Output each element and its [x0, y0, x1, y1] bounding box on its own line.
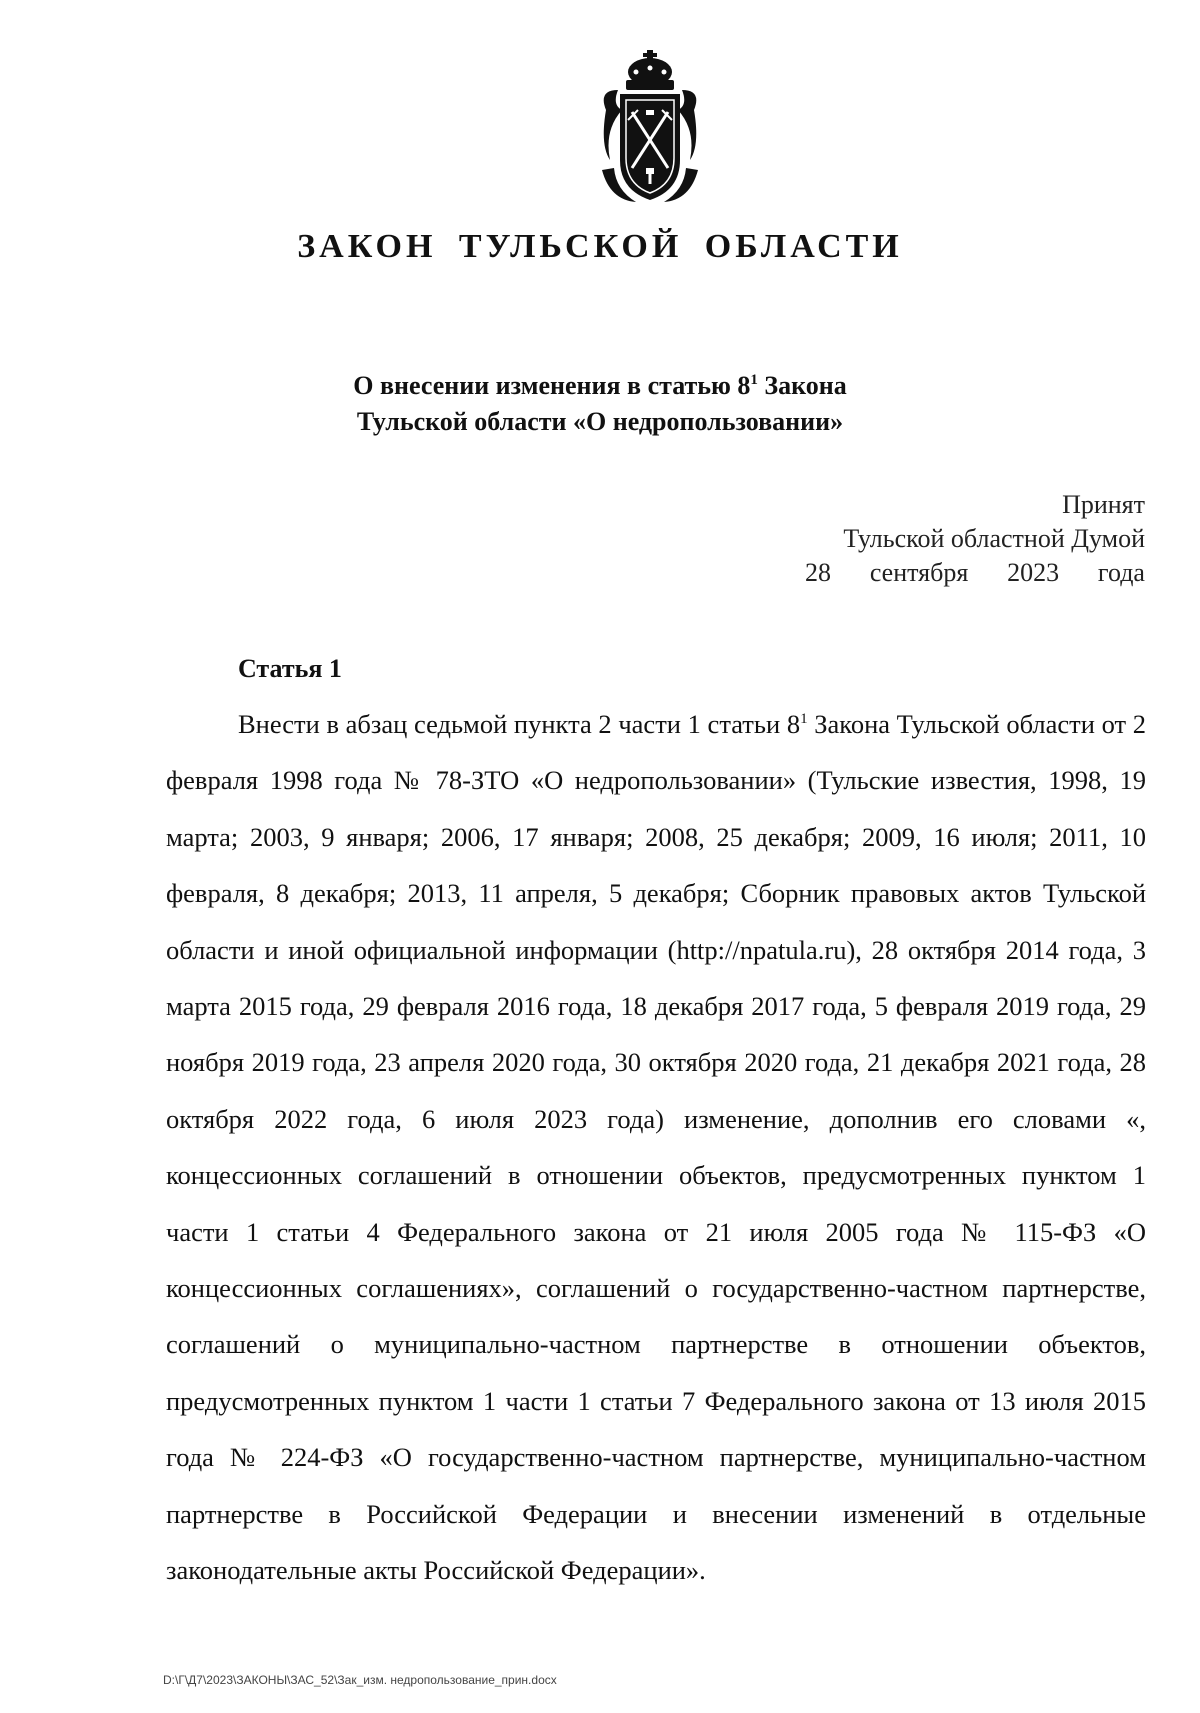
- article-heading: Статья 1: [238, 654, 342, 683]
- adopted-by: Тульской областной Думой: [843, 524, 1145, 553]
- law-subject-line-2: Тульской области «О недропользовании»: [356, 407, 844, 436]
- adoption-year-suffix: года: [1097, 558, 1145, 587]
- adoption-year: 2023: [1007, 558, 1060, 587]
- adoption-month: сентября: [869, 558, 969, 587]
- law-subject-line-1: [0, 368, 1200, 404]
- adoption-day: 28: [805, 558, 831, 587]
- law-title: ЗАКОН ТУЛЬСКОЙ ОБЛАСТИ: [297, 228, 903, 265]
- article-text-part-2: Закона Тульской области от 2 февраля 1998 года № 78-ЗТО «О недропользовании» (Тульские известия, 1998, 19 марта; 2003, 9 января; 2006, 17 января; 2008, 25 декабря; 2009, 16 июля; 2011, 10 февраля, 8 декабря; 2013, 11 апреля, 5 декабря; Сборник правовых актов Тульской области и иной официальной информации (http://npatula.ru), 28 октября 2014 года, 3 марта 2015 года, 29 февраля 2016 года, 18 декабря 2017 года, 5 февраля 2019 года, 29 ноября 2019 года, 23 апреля 2020 года, 30 октября 2020 года, 21 декабря 2021 года, 28 октября 2022 года, 6 июля 2023 года) изменение, дополнив его словами «, концессионных соглашений в отношении объектов, предусмотренных пунктом 1 части 1 статьи 4 Федерального закона от 21 июля 2005 года № 115-ФЗ «О концессионных соглашениях», соглашений о государственно-частном партнерстве, соглашений о муниципально-частном партнерстве в отношении объектов, предусмотренных пунктом 1 части 1 статьи 7 Федерального закона от 13 июля 2015 года № 224-ФЗ «О государственно-частном партнерстве, муниципально-частном партнерстве в Российской Федерации и внесении изменений в отдельные законодательные акты Российской Федерации».: [166, 709, 1147, 1586]
- subject-superscript: 1: [750, 372, 758, 388]
- article-body: [166, 696, 1146, 1599]
- file-path-footer: D:\Г\Д7\2023\ЗАКОНЫ\ЗАС_52\Зак_изм. недропользование_прин.docx: [163, 1673, 557, 1687]
- law-subject: [0, 368, 1200, 440]
- adoption-date: [805, 556, 1145, 590]
- tula-coat-of-arms-icon: [596, 50, 704, 210]
- subject-text-part-1: О внесении изменения в статью 8: [353, 371, 751, 400]
- subject-text-part-2: Закона: [757, 371, 847, 400]
- article-superscript: 1: [800, 711, 808, 727]
- adoption-block: [725, 488, 1145, 590]
- adopted-label: Принят: [1062, 490, 1145, 519]
- article-text-part-1: Внести в абзац седьмой пункта 2 части 1 статьи 8: [238, 709, 801, 739]
